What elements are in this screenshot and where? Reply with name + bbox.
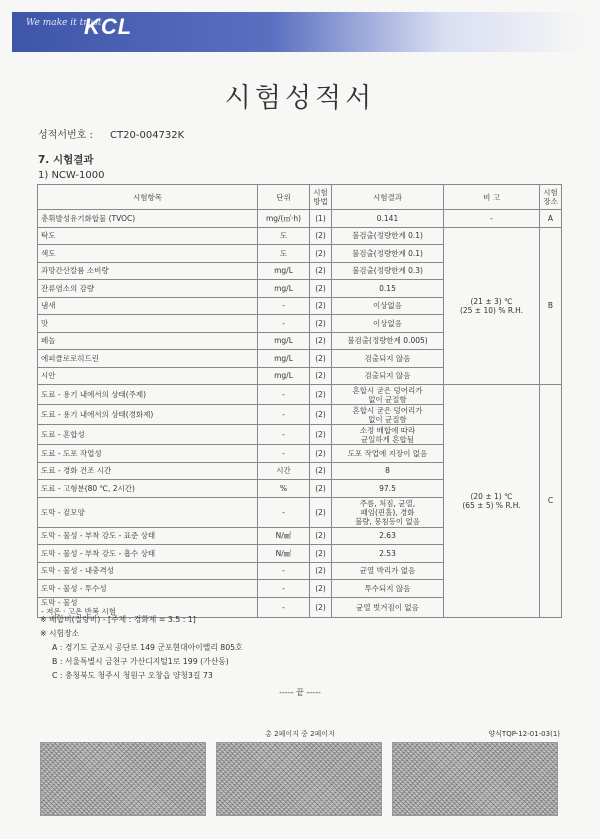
cell-item: 맛 xyxy=(38,315,258,333)
cell-method: (2) xyxy=(310,527,332,545)
cell-method: (1) xyxy=(310,210,332,228)
cell-method: (2) xyxy=(310,405,332,425)
cell-item: 도료 - 용기 내에서의 상태(경화제) xyxy=(38,405,258,425)
cell-unit: - xyxy=(258,445,310,463)
security-pattern xyxy=(216,742,382,816)
cell-result: 0.15 xyxy=(332,280,444,298)
cell-method: (2) xyxy=(310,367,332,385)
cell-method: (2) xyxy=(310,280,332,298)
cell-method: (2) xyxy=(310,350,332,368)
subsection-title: 1) NCW-1000 xyxy=(38,170,105,181)
cell-item: 도막 - 물성 - 저온 · 고온 반복 시험 xyxy=(38,597,258,617)
cell-unit: mg/L xyxy=(258,332,310,350)
table-row xyxy=(38,210,562,228)
cell-unit: - xyxy=(258,315,310,333)
cell-result: 0.141 xyxy=(332,210,444,228)
test-place-b: B : 서울특별시 금천구 가산디지털1로 199 (가산동) xyxy=(52,657,229,666)
cell-remarks: - xyxy=(444,210,540,228)
cell-item: 도료 - 혼합성 xyxy=(38,425,258,445)
cell-result: 검출되지 않음 xyxy=(332,367,444,385)
cell-method: (2) xyxy=(310,315,332,333)
cell-result: 97.5 xyxy=(332,480,444,498)
header-result: 시험결과 xyxy=(332,185,444,210)
cell-item: 도막 - 물성 - 투수성 xyxy=(38,580,258,598)
test-place-c: C : 충청북도 청주시 청원구 오창읍 양청3길 73 xyxy=(52,671,213,680)
cell-unit: - xyxy=(258,497,310,527)
cell-item: 색도 xyxy=(38,245,258,263)
cell-item: 잔류염소의 감량 xyxy=(38,280,258,298)
cell-unit: 도 xyxy=(258,227,310,245)
test-places-title: ※ 시험장소 xyxy=(40,629,80,638)
cell-result: 검출되지 않음 xyxy=(332,350,444,368)
cell-item: 도막 - 물성 - 부착 강도 - 표준 상태 xyxy=(38,527,258,545)
report-number: CT20-004732K xyxy=(110,130,185,141)
cell-method: (2) xyxy=(310,462,332,480)
cell-item: 도료 - 용기 내에서의 상태(주제) xyxy=(38,385,258,405)
cell-unit: - xyxy=(258,297,310,315)
cell-item: 과망간산칼륨 소비량 xyxy=(38,262,258,280)
cell-method: (2) xyxy=(310,245,332,263)
table-header-row xyxy=(38,185,562,210)
cell-item: 탁도 xyxy=(38,227,258,245)
cell-unit: mg/L xyxy=(258,262,310,280)
header-remarks: 비 고 xyxy=(444,185,540,210)
cell-result: 불검출(정량한계 0.3) xyxy=(332,262,444,280)
cell-method: (2) xyxy=(310,580,332,598)
page-number: 총 2페이지 중 2페이지 xyxy=(265,730,335,738)
cell-method: (2) xyxy=(310,545,332,563)
cell-remarks-merged: (20 ± 1) ℃ (65 ± 5) % R.H. xyxy=(444,385,540,618)
header-item: 시험항목 xyxy=(38,185,258,210)
cell-unit: % xyxy=(258,480,310,498)
cell-result: 투수되지 않음 xyxy=(332,580,444,598)
cell-unit: - xyxy=(258,597,310,617)
header-slogan: We make it trust xyxy=(26,18,102,28)
cell-result: 불검출(정량한계 0.1) xyxy=(332,227,444,245)
kcl-logo: KCL xyxy=(84,14,133,39)
header-unit: 단위 xyxy=(258,185,310,210)
mix-ratio-note: ※ 배합비(질량비) - [주제 : 경화제 = 3.5 : 1] xyxy=(40,615,196,624)
cell-item: 시안 xyxy=(38,367,258,385)
notes xyxy=(40,613,243,683)
cell-place-merged: C xyxy=(540,385,562,618)
cell-method: (2) xyxy=(310,262,332,280)
cell-unit: - xyxy=(258,580,310,598)
security-pattern xyxy=(392,742,558,816)
cell-unit: - xyxy=(258,405,310,425)
cell-item: 도막 - 물성 - 내충격성 xyxy=(38,562,258,580)
cell-result: 균열 벗겨짐이 없음 xyxy=(332,597,444,617)
cell-method: (2) xyxy=(310,562,332,580)
cell-method: (2) xyxy=(310,497,332,527)
cell-remarks-merged: (21 ± 3) ℃ (25 ± 10) % R.H. xyxy=(444,227,540,385)
cell-method: (2) xyxy=(310,425,332,445)
cell-method: (2) xyxy=(310,480,332,498)
cell-item: 도료 - 고형분(80 ℃, 2시간) xyxy=(38,480,258,498)
section-title: 7. 시험결과 xyxy=(38,154,94,166)
cell-unit: 도 xyxy=(258,245,310,263)
cell-item: 도료 - 경화 건조 시간 xyxy=(38,462,258,480)
cell-unit: - xyxy=(258,562,310,580)
cell-result: 2.63 xyxy=(332,527,444,545)
cell-unit: mg/L xyxy=(258,280,310,298)
document-title: 시험성적서 xyxy=(224,83,376,114)
report-number-label: 성적서번호 : xyxy=(38,130,93,141)
end-mark: ----- 끝 ----- xyxy=(279,688,321,697)
cell-method: (2) xyxy=(310,332,332,350)
cell-result: 혼합시 굳은 덩어리가 없이 균질함 xyxy=(332,385,444,405)
cell-item: 총휘발성유기화합물 (TVOC) xyxy=(38,210,258,228)
cell-result: 주름, 처짐, 균열, 패임(핀홀), 경화 불량, 뭉침등이 없음 xyxy=(332,497,444,527)
cell-item: 냄새 xyxy=(38,297,258,315)
cell-result: 불검출(정량한계 0.005) xyxy=(332,332,444,350)
cell-unit: 시간 xyxy=(258,462,310,480)
cell-unit: N/㎟ xyxy=(258,527,310,545)
results-table xyxy=(37,184,562,618)
cell-result: 2.53 xyxy=(332,545,444,563)
table-row xyxy=(38,227,562,245)
cell-method: (2) xyxy=(310,445,332,463)
cell-unit: mg/(㎡·h) xyxy=(258,210,310,228)
cell-place: A xyxy=(540,210,562,228)
report-number-line xyxy=(38,126,198,141)
cell-result: 소정 배합에 따라 균일하게 혼합됨 xyxy=(332,425,444,445)
cell-method: (2) xyxy=(310,297,332,315)
cell-unit: mg/L xyxy=(258,367,310,385)
cell-item: 도막 - 물성 - 부착 강도 - 흡수 상태 xyxy=(38,545,258,563)
cell-result: 혼합시 굳은 덩어리가 없이 균질함 xyxy=(332,405,444,425)
cell-method: (2) xyxy=(310,597,332,617)
cell-unit: mg/L xyxy=(258,350,310,368)
cell-result: 균열 박리가 없음 xyxy=(332,562,444,580)
cell-item: 페놀 xyxy=(38,332,258,350)
cell-result: 불검출(정량한계 0.1) xyxy=(332,245,444,263)
cell-result: 이상없음 xyxy=(332,315,444,333)
cell-unit: N/㎟ xyxy=(258,545,310,563)
cell-item: 도막 - 겉모양 xyxy=(38,497,258,527)
test-place-a: A : 경기도 군포시 공단로 149 군포현대아이밸리 805호 xyxy=(52,643,243,652)
cell-result: 도포 작업에 지장이 없음 xyxy=(332,445,444,463)
form-number: 양식TQP-12-01-03(1) xyxy=(488,730,560,738)
header-place: 시험 장소 xyxy=(540,185,562,210)
cell-unit: - xyxy=(258,385,310,405)
security-pattern xyxy=(40,742,206,816)
cell-result: 8 xyxy=(332,462,444,480)
cell-place-merged: B xyxy=(540,227,562,385)
cell-unit: - xyxy=(258,425,310,445)
header-method: 시험 방법 xyxy=(310,185,332,210)
cell-item: 에피클로로히드린 xyxy=(38,350,258,368)
table-row xyxy=(38,385,562,405)
cell-method: (2) xyxy=(310,385,332,405)
cell-method: (2) xyxy=(310,227,332,245)
cell-item: 도료 - 도포 작업성 xyxy=(38,445,258,463)
cell-result: 이상없음 xyxy=(332,297,444,315)
